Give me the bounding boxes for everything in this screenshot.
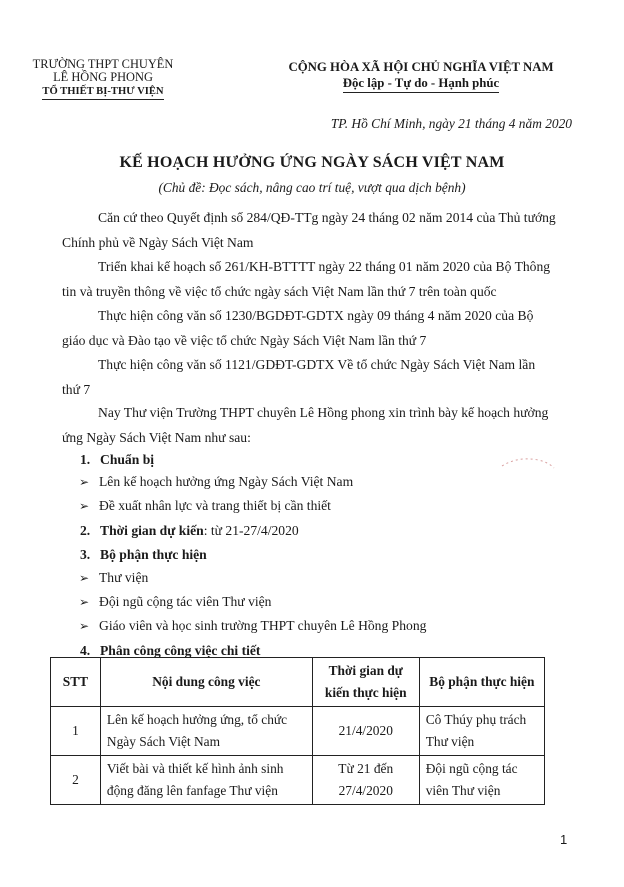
- section-4-title: Phân công công việc chi tiết: [100, 643, 261, 658]
- cell-time-line2: 27/4/2020: [338, 783, 393, 798]
- national-header: [255, 59, 587, 93]
- paragraph-1-line2: Chính phủ về Ngày Sách Việt Nam: [62, 234, 254, 250]
- cell-content: [100, 707, 312, 756]
- section-3-number: 3.: [80, 547, 91, 562]
- paragraph-5-line1: Nay Thư viện Trường THPT chuyên Lê Hồng phong xin trình bày kế hoạch hưởng: [98, 405, 549, 420]
- document-subtitle: (Chủ đề: Đọc sách, nâng cao trí tuệ, vượt qua dịch bệnh): [158, 180, 466, 195]
- paragraph-2-line1: Triển khai kế hoạch số 261/KH-BTTTT ngày 22 tháng 01 năm 2020 của Bộ Thông: [98, 259, 551, 274]
- section-1-title: Chuẩn bị: [100, 452, 155, 467]
- cell-dept: [419, 756, 544, 805]
- cell-dept-line1: Cô Thúy phụ trách: [425, 712, 527, 727]
- table-row: [51, 756, 545, 805]
- school-name-line1: TRƯỜNG THPT CHUYÊN: [32, 57, 174, 71]
- paragraph-3: [62, 304, 572, 353]
- section-1-number: 1.: [80, 452, 91, 467]
- arrow-bullet-icon: ➢: [79, 619, 90, 633]
- list-item: [79, 570, 148, 586]
- section-2-title: Thời gian dự kiến: [100, 523, 204, 538]
- school-header: [12, 58, 194, 100]
- header-content: Nội dung công việc: [100, 658, 312, 707]
- arrow-bullet-icon: ➢: [79, 571, 90, 585]
- paragraph-4-line1: Thực hiện công văn số 1121/GDĐT-GDTX Về tổ chức Ngày Sách Việt Nam lần: [98, 357, 536, 372]
- section-3-title: Bộ phận thực hiện: [100, 547, 207, 562]
- list-item-text: Đề xuất nhân lực và trang thiết bị cần thiết: [99, 498, 331, 513]
- paragraph-1: [62, 206, 572, 255]
- paragraph-4: [62, 353, 572, 402]
- page-number: 1: [560, 832, 568, 847]
- department-name: TỔ THIẾT BỊ-THƯ VIỆN: [42, 85, 163, 100]
- header-time-line2: kiến thực hiện: [324, 685, 407, 700]
- date-line: TP. Hồ Chí Minh, ngày 21 tháng 4 năm 2020: [330, 116, 572, 131]
- arrow-bullet-icon: ➢: [79, 499, 90, 513]
- cell-time-line1: Từ 21 đến: [338, 761, 394, 776]
- list-item-text: Lên kế hoạch hưởng ứng Ngày Sách Việt Nam: [99, 474, 354, 489]
- list-item: [79, 618, 426, 634]
- list-item-text: Giáo viên và học sinh trường THPT chuyên Lê Hồng Phong: [99, 618, 427, 633]
- arrow-bullet-icon: ➢: [79, 475, 90, 489]
- paragraph-1-line1: Căn cứ theo Quyết định số 284/QĐ-TTg ngày 24 tháng 02 năm 2014 của Thủ tướng: [98, 210, 556, 225]
- cell-stt: 1: [51, 707, 101, 756]
- section-1-heading: [80, 451, 154, 469]
- cell-dept-line2: viên Thư viện: [425, 783, 501, 798]
- section-4-number: 4.: [80, 643, 91, 658]
- cell-content-line1: Lên kế hoạch hưởng ứng, tổ chức: [106, 712, 288, 727]
- cell-content-line2: động đăng lên fanfage Thư viện: [106, 783, 278, 798]
- cell-content: [100, 756, 312, 805]
- section-2-heading: [80, 522, 299, 540]
- list-item: [79, 474, 353, 490]
- cell-time: [312, 756, 419, 805]
- table-header-row: [51, 658, 545, 707]
- country-name: CỘNG HÒA XÃ HỘI CHỦ NGHĨA VIỆT NAM: [288, 60, 554, 74]
- paragraph-3-line1: Thực hiện công văn số 1230/BGDĐT-GDTX ngày 09 tháng 4 năm 2020 của Bộ: [98, 308, 534, 323]
- cell-content-line2: Ngày Sách Việt Nam: [106, 734, 221, 749]
- header-stt: STT: [51, 658, 101, 707]
- stamp-mark: [498, 452, 558, 474]
- document-title: KẾ HOẠCH HƯỞNG ỨNG NGÀY SÁCH VIỆT NAM: [119, 154, 505, 171]
- cell-content-line1: Viết bài và thiết kế hình ảnh sinh: [106, 761, 284, 776]
- header-time: [312, 658, 419, 707]
- header-time-line1: Thời gian dự: [328, 663, 403, 678]
- cell-dept: [419, 707, 544, 756]
- list-item: [79, 498, 331, 514]
- cell-dept-line2: Thư viện: [425, 734, 475, 749]
- cell-time: 21/4/2020: [312, 707, 419, 756]
- paragraph-5: [62, 401, 572, 450]
- list-item-text: Đội ngũ cộng tác viên Thư viện: [99, 594, 272, 609]
- section-3-heading: [80, 546, 207, 564]
- section-2-value: : từ 21-27/4/2020: [203, 523, 299, 538]
- paragraph-2-line2: tin và truyền thông về việc tổ chức ngày sách Việt Nam lần thứ 7 trên toàn quốc: [62, 283, 497, 299]
- list-item-text: Thư viện: [99, 570, 149, 585]
- paragraph-4-line2: thứ 7: [62, 381, 91, 397]
- header-dept: Bộ phận thực hiện: [419, 658, 544, 707]
- task-table: [50, 657, 545, 805]
- arrow-bullet-icon: ➢: [79, 595, 90, 609]
- cell-stt: 2: [51, 756, 101, 805]
- table-row: [51, 707, 545, 756]
- national-motto: Độc lập - Tự do - Hạnh phúc: [343, 75, 499, 93]
- section-2-number: 2.: [80, 523, 91, 538]
- list-item: [79, 594, 271, 610]
- paragraph-2: [62, 255, 572, 304]
- paragraph-5-line2: ứng Ngày Sách Việt Nam như sau:: [62, 429, 251, 445]
- cell-dept-line1: Đội ngũ cộng tác: [425, 761, 518, 776]
- school-name-line2: LÊ HỒNG PHONG: [53, 70, 153, 85]
- paragraph-3-line2: giáo dục và Đào tạo về việc tổ chức Ngày Sách Việt Nam lần thứ 7: [62, 332, 427, 348]
